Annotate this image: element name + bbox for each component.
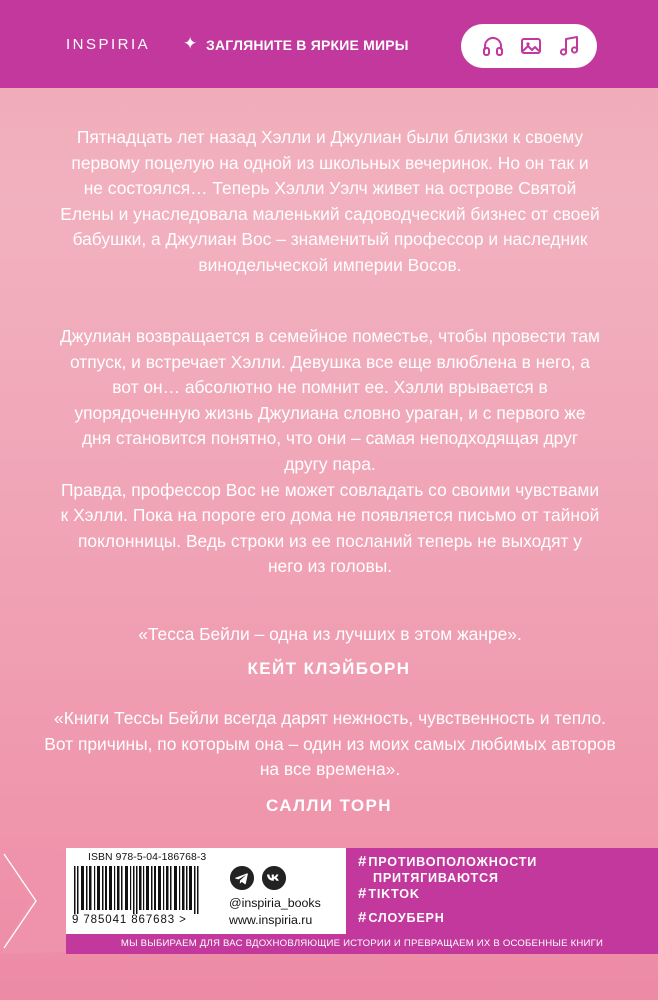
star-separator-icon: ✦	[183, 34, 198, 53]
brand-logo: INSPIRIA	[66, 36, 151, 53]
review-author-1: КЕЙТ КЛЭЙБОРН	[247, 659, 411, 678]
hashtag-1: # ПРОТИВОПОЛОЖНОСТИ ПРИТЯГИВАЮТСЯ	[358, 853, 538, 885]
chevron-decoration-icon	[0, 848, 66, 954]
description-paragraph-1: Пятнадцать лет назад Хэлли и Джулиан были близки к своему первому поцелую на одной из школьных вечеринок. Но он так и не состоялся… Теперь Хэлли Уэлч живет на острове Святой Елены и унаследовала маленький садоводческий бизнес от своей бабушки, а Джулиан Вос – знаменитый профессор и наследник винодельческой империи Восов.	[60, 127, 600, 275]
review-quote-1: «Тесса Бейли – одна из лучших в этом жанре».	[138, 624, 522, 644]
review-quote-2: «Книги Тессы Бейли всегда дарят нежность, чувственность и тепло. Вот причины, по которым она – один из моих самых любимых авторов на все времена».	[44, 708, 616, 780]
music-note-icon	[557, 34, 581, 58]
vk-icon[interactable]	[262, 866, 286, 890]
slogan-text: МЫ ВЫБИРАЕМ ДЛЯ ВАС ВДОХНОВЛЯЮЩИЕ ИСТОРИИ И ПРЕВРАЩАЕМ ИХ В ОСОБЕННЫЕ КНИГИ	[120, 938, 604, 949]
slogan	[66, 938, 658, 949]
telegram-icon[interactable]	[230, 866, 254, 890]
description-paragraph-2b: Правда, профессор Вос не может совладать со своими чувствами к Хэлли. Пока на пороге его дома не появляется письмо от тайной поклонницы. Ведь строки из ее посланий теперь не выходят у него из головы.	[60, 479, 600, 577]
media-icons-pill	[461, 24, 597, 68]
review-author-2: САЛЛИ ТОРН	[266, 796, 392, 815]
social-handle[interactable]: @inspiria_books	[229, 896, 321, 910]
barcode-digits: 9 785041 867683 >	[72, 914, 187, 926]
barcode-icon	[70, 866, 218, 914]
tagline: ЗАГЛЯНИТЕ В ЯРКИЕ МИРЫ	[206, 37, 409, 53]
description-paragraph-2	[60, 324, 600, 580]
headphones-icon	[481, 34, 505, 58]
description-paragraph-2a: Джулиан возвращается в семейное поместье, чтобы провести там отпуск, и встречает Хэлли. Девушка все еще влюблена в него, а вот он… абсолютно не помнит ее. Хэлли врывается в упорядоченную жизнь Джулиана словно ураган, и с первого же дня становится понятно, что они – самая неподходящая друг другу пара.	[60, 326, 600, 474]
hashtag-3: # СЛОУБЕРН	[358, 909, 445, 926]
hashtag-2: # TIKTOK	[358, 885, 420, 902]
website-link[interactable]: www.inspiria.ru	[229, 913, 313, 927]
image-icon	[519, 34, 543, 58]
isbn-label: ISBN 978-5-04-186768-3	[88, 852, 207, 863]
